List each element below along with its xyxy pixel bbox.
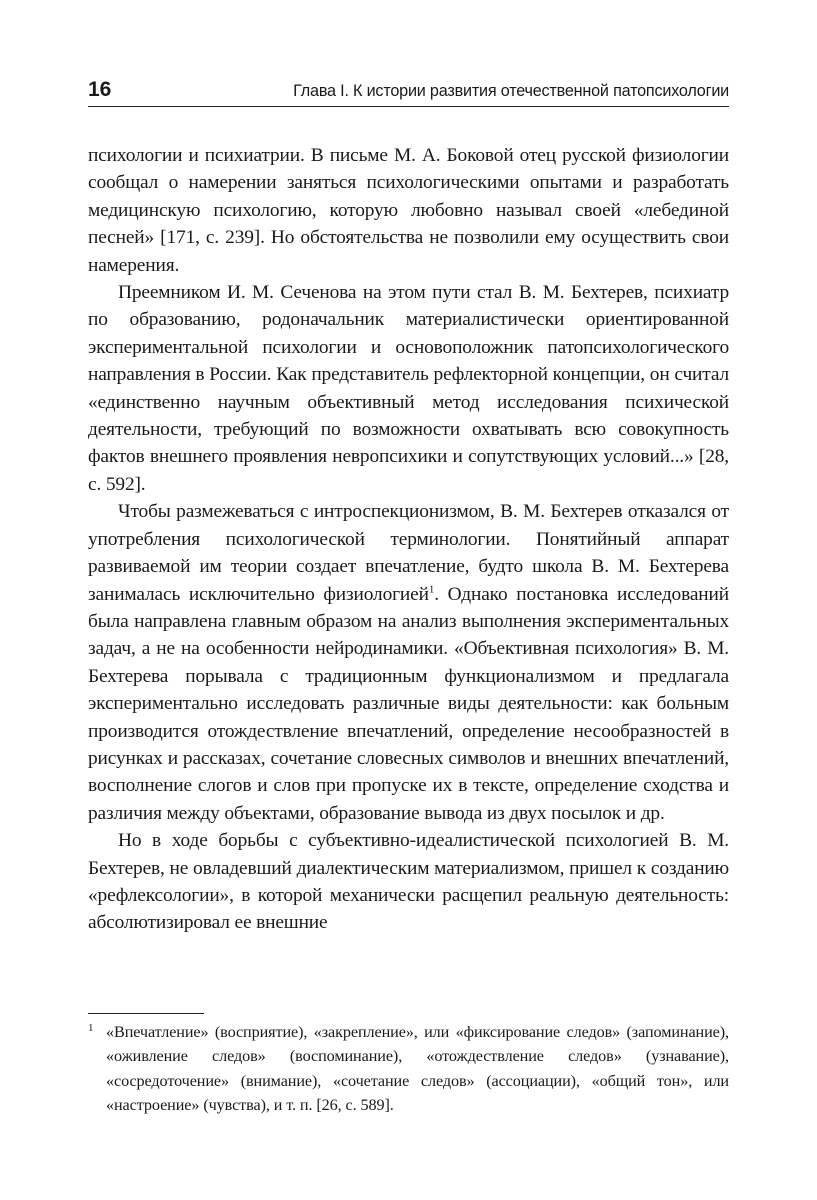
paragraph-3 <box>88 498 729 827</box>
page-number: 16 <box>88 78 112 101</box>
running-title: Глава I. К истории развития отечественной патопсихологии <box>293 82 729 100</box>
footnote-reference[interactable]: 1 <box>428 583 435 596</box>
main-text <box>88 142 729 937</box>
footnote <box>88 1020 729 1117</box>
footnote-divider <box>88 1013 204 1014</box>
footnote-mark: 1 <box>88 1022 94 1034</box>
paragraph-4: Но в ходе борьбы с субъективно-идеалистической психологией В. М. Бехтерев, не овладевший диалектическим материализмом, пришел к созданию «рефлексологии», в которой механически расщепил реальную деятельность: абсолютизировал ее внешние <box>88 830 729 934</box>
paragraph-1: психологии и психиатрии. В письме М. А. Боковой отец русской физиологии сообщал о намерении заняться психологическими опытами и разработать медицинскую психологию, которую любовно называл своей «лебединой песней» [171, с. 239]. Но обстоятельства не позволили ему осуществить свои намерения. <box>88 145 729 276</box>
footnote-text: «Впечатление» (восприятие), «закрепление», или «фиксирование следов» (запоминание), «оживление следов» (воспоминание), «отождествление следов» (узнавание), «сосредоточение» (внимание), «сочетание следов» (ассоциации), «общий тон», или «настроение» (чувства), и т. п. [26, с. 589]. <box>106 1023 729 1114</box>
paragraph-2: Преемником И. М. Сеченова на этом пути стал В. М. Бехтерев, психиатр по образованию, родоначальник материалистически ориентированной экспериментальной психологии и основоположник патопсихологического направления в России. Как представитель рефлекторной концепции, он считал «единственно научным объективный метод исследования психической деятельности, требующий по возможности охватывать всю совокупность фактов внешнего проявления невропсихики и сопутствующих условий...» [28, с. 592]. <box>88 282 729 495</box>
paragraph-3-part-1: Чтобы размежеваться с интроспекционизмом, В. М. Бехтерев отказался от употребления психологической терминологии. Понятийный аппарат развиваемой им теории создает впечатление, будто школа В. М. Бехтерева занималась исключительно физиологией <box>88 501 729 605</box>
header-divider <box>88 106 729 107</box>
running-header <box>88 76 729 104</box>
paragraph-3-part-2: . Однако постановка исследований была направлена главным образом на анализ выполнения экспериментальных задач, а не на особенности нейродинамики. «Объективная психология» В. М. Бехтерева порывала с традиционным функционализмом и предлагала экспериментально исследовать различные виды деятельности: как больным производится отождествление впечатлений, определение несообразностей в рисунках и рассказах, сочетание словесных символов и внешних впечатлений, восполнение слогов и слов при пропуске их в тексте, определение сходства и различия между объектами, образование вывода из двух посылок и др. <box>88 583 729 824</box>
